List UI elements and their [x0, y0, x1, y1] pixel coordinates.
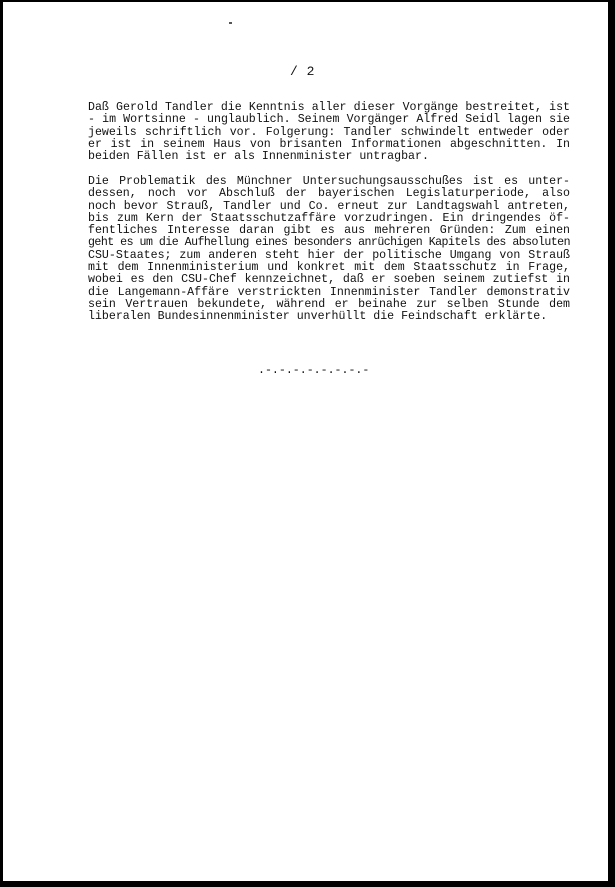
text-line: CSU-Staates; zum anderen steht hier der politische Umgang von Strauß [88, 248, 570, 262]
text-line: die Langemann-Affäre verstrickten Innenminister Tandler demonstrativ [88, 285, 570, 299]
text-line: er ist in seinem Haus von brisanten Informationen abgeschnitten. In [88, 137, 570, 151]
text-line: bis zum Kern der Staatsschutzaffäre vorzudringen. Ein dringendes öf- [88, 211, 570, 225]
paragraph-2 [88, 176, 570, 324]
text-line: mit dem Innenministerium und konkret mit dem Staatsschutz in Frage, [88, 261, 570, 275]
page-number: / 2 [290, 64, 315, 79]
text-line: Die Problematik des Münchner Untersuchungsausschußes ist es unter- [88, 175, 570, 188]
paragraph-1 [88, 102, 570, 163]
scan-speck [229, 22, 232, 24]
text-line: geht es um die Aufhellung eines besonders anrüchigen Kapitels des absoluten [88, 236, 570, 250]
text-line: jeweils schriftlich vor. Folgerung: Tandler schwindelt entweder oder [88, 125, 570, 139]
text-line: wobei es den CSU-Chef kennzeichnet, daß er soeben seinem zutiefst in [88, 273, 570, 287]
text-line: dessen, noch vor Abschluß der bayerischen Legislaturperiode, also [88, 187, 570, 201]
text-line: noch bevor Strauß, Tandler und Co. erneut zur Landtagswahl antreten, [88, 199, 570, 213]
text-line: fentliches Interesse daran gibt es aus mehreren Gründen: Zum einen [88, 224, 570, 238]
text-line: liberalen Bundesinnenminister unverhüllt die Feindschaft erklärte. [88, 310, 548, 324]
text-line: sein Vertrauen bekundete, während er beinahe zur selben Stunde dem [88, 297, 570, 311]
section-divider: .-.-.-.-.-.-.-.- [258, 364, 370, 377]
text-line: Daß Gerold Tandler die Kenntnis aller dieser Vorgänge bestreitet, ist [88, 101, 570, 114]
text-line: beiden Fällen ist er als Innenminister untragbar. [88, 150, 429, 164]
text-line: - im Wortsinne - unglaublich. Seinem Vorgänger Alfred Seidl lagen sie [88, 113, 570, 127]
